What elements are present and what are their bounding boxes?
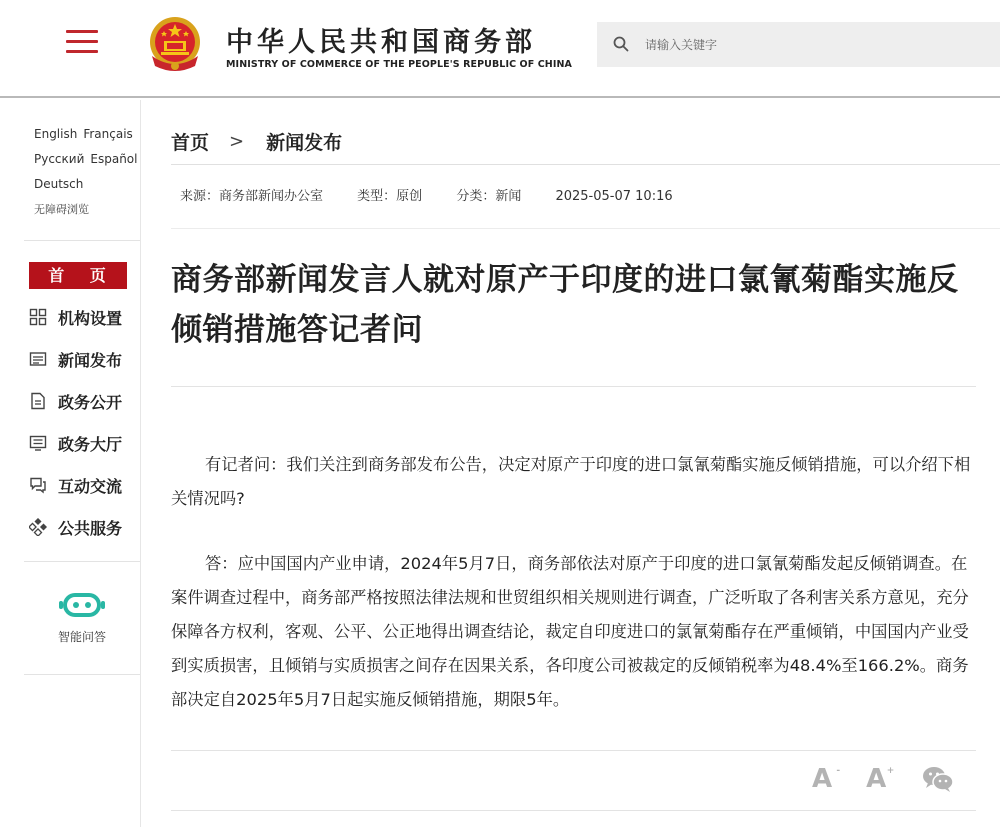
sidebar-item-news[interactable] xyxy=(29,347,122,371)
font-decrease-label: A xyxy=(812,764,833,794)
article-title: 商务部新闻发言人就对原产于印度的进口氯氰菊酯实施反倾销措施答记者问 xyxy=(171,262,959,348)
language-links xyxy=(34,122,143,222)
font-increase-button[interactable] xyxy=(866,764,895,794)
lang-russian-link[interactable]: Русский xyxy=(34,152,85,166)
robot-assistant-icon xyxy=(59,588,105,622)
document-icon xyxy=(29,392,47,410)
lang-english-link[interactable]: English xyxy=(34,127,78,141)
sidebar-item-service-hall[interactable] xyxy=(29,431,122,455)
sidebar-item-public-service[interactable] xyxy=(29,515,122,539)
lang-german-link[interactable]: Deutsch xyxy=(34,177,84,191)
sidebar-item-label: 机构设置 xyxy=(58,308,123,328)
sidebar-item-gov-affairs[interactable] xyxy=(29,389,122,413)
site-subtitle: MINISTRY OF COMMERCE OF THE PEOPLE'S REPUBLIC OF CHINA xyxy=(226,59,572,70)
article-bottom-divider xyxy=(171,750,976,751)
article-meta xyxy=(180,185,703,204)
meta-type: 类型：原创 xyxy=(357,189,423,204)
smart-assistant-button[interactable] xyxy=(24,580,140,672)
public-service-icon xyxy=(29,518,47,536)
breadcrumb xyxy=(171,128,342,155)
sidebar-item-label: 互动交流 xyxy=(58,476,123,496)
meta-divider xyxy=(171,228,1000,229)
breadcrumb-separator: > xyxy=(229,131,245,152)
sidebar-item-label: 公共服务 xyxy=(58,518,123,538)
sidebar-item-org[interactable] xyxy=(29,305,122,329)
org-structure-icon xyxy=(29,308,47,326)
article-tools xyxy=(800,760,954,798)
meta-source: 来源：商务部新闻办公室 xyxy=(180,189,324,204)
news-icon xyxy=(29,350,47,368)
sidebar-item-label: 新闻发布 xyxy=(58,350,123,370)
national-emblem-icon[interactable] xyxy=(146,14,204,76)
accessibility-link[interactable]: 无障碍浏览 xyxy=(34,203,89,216)
font-increase-label: A xyxy=(866,764,887,794)
sidebar-divider xyxy=(24,674,140,675)
wechat-icon[interactable] xyxy=(922,765,954,793)
search-bar xyxy=(597,22,1000,67)
sidebar-item-label: 政务大厅 xyxy=(58,434,123,454)
interaction-icon xyxy=(29,476,47,494)
search-icon[interactable] xyxy=(613,36,629,52)
tools-divider xyxy=(171,810,976,811)
smart-assistant-label: 智能问答 xyxy=(57,630,106,644)
sidebar-divider xyxy=(24,561,140,562)
search-input[interactable] xyxy=(645,32,975,57)
article-answer: 答：应中国国内产业申请，2024年5月7日，商务部依法对原产于印度的进口氯氰菊酯发起反倾销调查。在案件调查过程中，商务部严格按照法律法规和世贸组织相关规则进行调查，广泛听取了各利害关系方意见，充分保障各方权利，客观、公平、公正地得出调查结论，裁定自印度进口的氯氰菊酯存在严重倾销，中国国内产业受到实质损害，且倾销与实质损害之间存在因果关系，各印度公司被裁定的反倾销税率为48.4%至166.2%。商务部决定自2025年5月7日起实施反倾销措施，期限5年。 xyxy=(171,554,969,709)
article-question: 有记者问：我们关注到商务部发布公告，决定对原产于印度的进口氯氰菊酯实施反倾销措施，可以介绍下相关情况吗? xyxy=(171,455,971,508)
sidebar-item-label: 政务公开 xyxy=(58,392,123,412)
site-header xyxy=(0,0,1000,98)
breadcrumb-home-link[interactable]: 首页 xyxy=(171,132,210,154)
sidebar-home-button[interactable]: 首 页 xyxy=(29,262,127,289)
service-hall-icon xyxy=(29,434,47,452)
meta-category: 分类：新闻 xyxy=(456,189,522,204)
lang-french-link[interactable]: Français xyxy=(83,127,133,141)
lang-spanish-link[interactable]: Español xyxy=(90,152,138,166)
title-divider xyxy=(171,386,976,387)
meta-datetime: 2025-05-07 10:16 xyxy=(555,189,673,204)
font-decrease-sign: - xyxy=(836,766,841,776)
breadcrumb-current-link[interactable]: 新闻发布 xyxy=(266,132,343,154)
site-title[interactable]: 中华人民共和国商务部 xyxy=(226,27,536,58)
sidebar-divider xyxy=(24,240,140,241)
sidebar-item-interaction[interactable] xyxy=(29,473,122,497)
font-decrease-button[interactable] xyxy=(812,764,841,794)
sidebar xyxy=(0,100,141,827)
menu-icon[interactable] xyxy=(66,30,98,56)
breadcrumb-divider xyxy=(171,164,1000,165)
font-increase-sign: + xyxy=(886,766,895,776)
